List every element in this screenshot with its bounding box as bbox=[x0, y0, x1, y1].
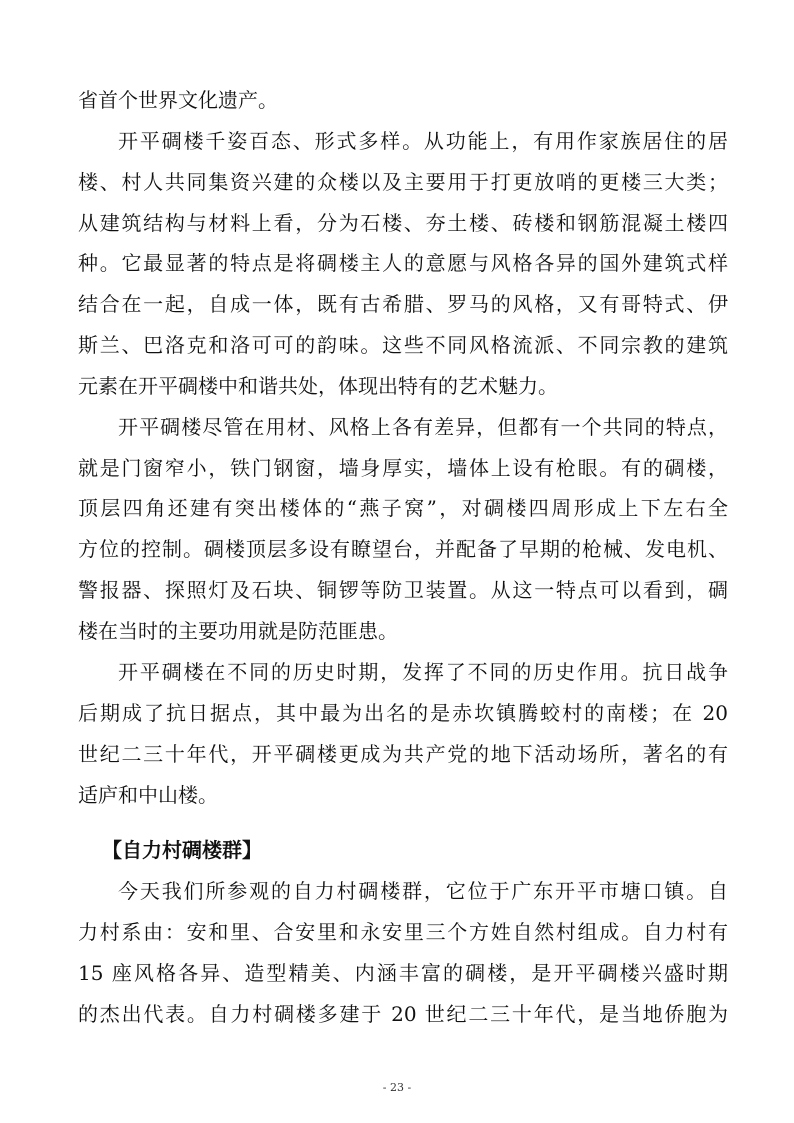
text-line: 今天我们所参观的自力村碉楼群，它位于广东开平市塘口镇。自 bbox=[118, 879, 728, 903]
section-heading: 【自力村碉楼群】 bbox=[102, 838, 262, 862]
text-line: 15 座风格各异、造型精美、内涵丰富的碉楼，是开平碉楼兴盛时期 bbox=[78, 961, 728, 985]
text-line: 后期成了抗日据点，其中最为出名的是赤坎镇腾蛟村的南楼；在 20 bbox=[78, 701, 728, 725]
text-line: 方位的控制。碉楼顶层多设有瞭望台，并配备了早期的枪械、发电机、 bbox=[78, 537, 728, 561]
text-line: 楼、村人共同集资兴建的众楼以及主要用于打更放哨的更楼三大类； bbox=[78, 170, 728, 194]
text-line: 楼在当时的主要功用就是防范匪患。 bbox=[78, 619, 398, 643]
text-line: 就是门窗窄小，铁门钢窗，墙身厚实，墙体上设有枪眼。有的碉楼， bbox=[78, 456, 728, 480]
text-line: 从建筑结构与材料上看，分为石楼、夯土楼、砖楼和钢筋混凝土楼四 bbox=[78, 211, 728, 235]
text-line: 适庐和中山楼。 bbox=[78, 783, 218, 807]
text-line: 结合在一起，自成一体，既有古希腊、罗马的风格，又有哥特式、伊 bbox=[78, 292, 728, 316]
text-line: 元素在开平碉楼中和谐共处，体现出特有的艺术魅力。 bbox=[78, 374, 558, 398]
text-line: 的杰出代表。自力村碉楼多建于 20 世纪二三十年代，是当地侨胞为 bbox=[78, 1002, 728, 1026]
text-line: 警报器、探照灯及石块、铜锣等防卫装置。从这一特点可以看到，碉 bbox=[78, 578, 728, 602]
text-line: 力村系由：安和里、合安里和永安里三个方姓自然村组成。自力村有 bbox=[78, 920, 728, 944]
text-line: 开平碉楼尽管在用材、风格上各有差异，但都有一个共同的特点， bbox=[118, 415, 728, 439]
text-line: 开平碉楼千姿百态、形式多样。从功能上，有用作家族居住的居 bbox=[118, 129, 728, 153]
text-line: 顶层四角还建有突出楼体的“燕子窝”，对碉楼四周形成上下左右全 bbox=[78, 496, 728, 520]
text-line: 斯兰、巴洛克和洛可可的韵味。这些不同风格流派、不同宗教的建筑 bbox=[78, 333, 728, 357]
text-line: 省首个世界文化遗产。 bbox=[78, 88, 278, 112]
text-line: 开平碉楼在不同的历史时期，发挥了不同的历史作用。抗日战争 bbox=[118, 660, 728, 684]
text-line: 世纪二三十年代，开平碉楼更成为共产党的地下活动场所，著名的有 bbox=[78, 742, 728, 766]
text-line: 种。它最显著的特点是将碉楼主人的意愿与风格各异的国外建筑式样 bbox=[78, 251, 728, 275]
page-number: - 23 - bbox=[382, 1081, 412, 1094]
